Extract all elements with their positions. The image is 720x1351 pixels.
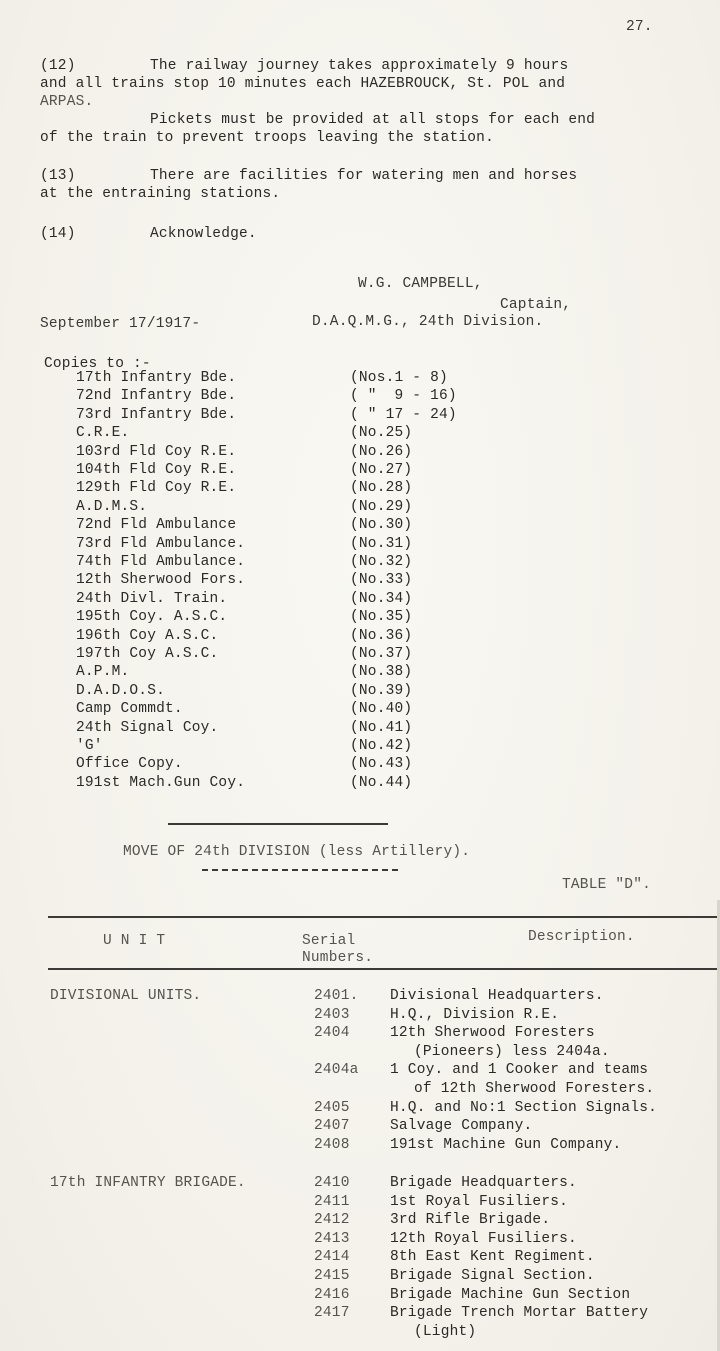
unit-description: 3rd Rifle Brigade.: [390, 1212, 551, 1228]
para-12-line-1: The railway journey takes approximately 9 hours: [150, 58, 569, 74]
separator-rule: [168, 823, 388, 825]
para-14-line-1: Acknowledge.: [150, 226, 257, 242]
copy-recipient: 12th Sherwood Fors.: [76, 572, 246, 588]
unit-description: 12th Sherwood Foresters: [390, 1025, 595, 1041]
copy-number: (No.42): [350, 738, 413, 754]
copy-number: (No.36): [350, 628, 413, 644]
header-serial-2: Numbers.: [302, 950, 374, 966]
serial-number: 2404: [314, 1025, 350, 1041]
serial-number: 2410: [314, 1175, 350, 1191]
serial-number: 2416: [314, 1287, 350, 1303]
para-13-line-2: at the entraining stations.: [40, 186, 281, 202]
serial-number: 2413: [314, 1231, 350, 1247]
copy-recipient: 191st Mach.Gun Coy.: [76, 775, 246, 791]
serial-number: 2405: [314, 1100, 350, 1116]
copy-recipient: Camp Commdt.: [76, 701, 183, 717]
copy-number: ( " 17 - 24): [350, 407, 457, 423]
copy-recipient: 103rd Fld Coy R.E.: [76, 444, 237, 460]
unit-description: 8th East Kent Regiment.: [390, 1249, 595, 1265]
unit-description: 191st Machine Gun Company.: [390, 1137, 622, 1153]
unit-description: 1 Coy. and 1 Cooker and teams: [390, 1062, 649, 1078]
copy-number: (No.40): [350, 701, 413, 717]
copy-number: (No.39): [350, 683, 413, 699]
copy-recipient: 195th Coy. A.S.C.: [76, 609, 228, 625]
serial-number: 2411: [314, 1194, 350, 1210]
para-13-number: (13): [40, 168, 76, 184]
copy-number: (Nos.1 - 8): [350, 370, 448, 386]
copy-number: (No.28): [350, 480, 413, 496]
page-number: 27.: [626, 19, 653, 35]
copy-recipient: 129th Fld Coy R.E.: [76, 480, 237, 496]
table-label: TABLE "D".: [562, 877, 652, 893]
copy-recipient: 73rd Fld Ambulance.: [76, 536, 246, 552]
para-14-number: (14): [40, 226, 76, 242]
signature-name: W.G. CAMPBELL,: [358, 276, 483, 292]
copy-number: (No.37): [350, 646, 413, 662]
serial-number: 2404a: [314, 1062, 359, 1078]
copy-recipient: 24th Divl. Train.: [76, 591, 228, 607]
serial-number: 2415: [314, 1268, 350, 1284]
copy-number: (No.34): [350, 591, 413, 607]
copy-number: (No.30): [350, 517, 413, 533]
serial-number: 2412: [314, 1212, 350, 1228]
para-12-number: (12): [40, 58, 76, 74]
unit-description: Brigade Signal Section.: [390, 1268, 595, 1284]
copy-recipient: 'G': [76, 738, 103, 754]
serial-number: 2403: [314, 1007, 350, 1023]
copy-recipient: 72nd Infantry Bde.: [76, 388, 237, 404]
serial-number: 2407: [314, 1118, 350, 1134]
copy-number: (No.26): [350, 444, 413, 460]
unit-description: H.Q. and No:1 Section Signals.: [390, 1100, 658, 1116]
pickets-line-2: of the train to prevent troops leaving the station.: [40, 130, 494, 146]
copy-number: (No.32): [350, 554, 413, 570]
group-unit-label: DIVISIONAL UNITS.: [50, 988, 202, 1004]
para-12-line-3: ARPAS.: [40, 94, 94, 110]
header-description: Description.: [528, 929, 635, 945]
copy-number: (No.33): [350, 572, 413, 588]
copy-recipient: 24th Signal Coy.: [76, 720, 219, 736]
copy-recipient: A.D.M.S.: [76, 499, 148, 515]
copy-number: (No.25): [350, 425, 413, 441]
unit-description: Brigade Trench Mortar Battery: [390, 1305, 649, 1321]
copy-number: (No.44): [350, 775, 413, 791]
unit-description-continued: of 12th Sherwood Foresters.: [414, 1081, 655, 1097]
copies-heading: Copies to :-: [44, 356, 151, 372]
copy-recipient: 104th Fld Coy R.E.: [76, 462, 237, 478]
copy-recipient: 196th Coy A.S.C.: [76, 628, 219, 644]
copy-number: (No.38): [350, 664, 413, 680]
table-title: MOVE OF 24th DIVISION (less Artillery).: [123, 844, 471, 860]
copy-number: (No.27): [350, 462, 413, 478]
unit-description: 12th Royal Fusiliers.: [390, 1231, 577, 1247]
signature-rank: Captain,: [500, 297, 572, 313]
serial-number: 2417: [314, 1305, 350, 1321]
unit-description: Brigade Machine Gun Section: [390, 1287, 631, 1303]
copy-recipient: 72nd Fld Ambulance: [76, 517, 237, 533]
title-underline: [202, 869, 398, 871]
para-12-line-2: and all trains stop 10 minutes each HAZEBROUCK, St. POL and: [40, 76, 566, 92]
signature-date: September 17/1917-: [40, 316, 201, 332]
header-unit: U N I T: [103, 933, 166, 949]
copy-recipient: 74th Fld Ambulance.: [76, 554, 246, 570]
serial-number: 2401.: [314, 988, 359, 1004]
copy-number: (No.43): [350, 756, 413, 772]
copy-number: (No.35): [350, 609, 413, 625]
table-top-rule: [48, 916, 720, 918]
table-header-rule: [48, 968, 720, 970]
pickets-line-1: Pickets must be provided at all stops for each end: [150, 112, 596, 128]
copy-number: (No.29): [350, 499, 413, 515]
copy-number: ( " 9 - 16): [350, 388, 457, 404]
header-serial: Serial: [302, 933, 356, 949]
copy-recipient: C.R.E.: [76, 425, 130, 441]
copy-recipient: D.A.D.O.S.: [76, 683, 166, 699]
copy-recipient: 17th Infantry Bde.: [76, 370, 237, 386]
signature-title: D.A.Q.M.G., 24th Division.: [312, 314, 544, 330]
unit-description: Divisional Headquarters.: [390, 988, 604, 1004]
serial-number: 2414: [314, 1249, 350, 1265]
unit-description: Salvage Company.: [390, 1118, 533, 1134]
copy-recipient: 197th Coy A.S.C.: [76, 646, 219, 662]
copy-recipient: A.P.M.: [76, 664, 130, 680]
serial-number: 2408: [314, 1137, 350, 1153]
unit-description-continued: (Pioneers) less 2404a.: [414, 1044, 610, 1060]
unit-description: 1st Royal Fusiliers.: [390, 1194, 569, 1210]
copy-recipient: Office Copy.: [76, 756, 183, 772]
copy-number: (No.31): [350, 536, 413, 552]
unit-description: H.Q., Division R.E.: [390, 1007, 560, 1023]
copy-recipient: 73rd Infantry Bde.: [76, 407, 237, 423]
unit-description: Brigade Headquarters.: [390, 1175, 577, 1191]
group-unit-label: 17th INFANTRY BRIGADE.: [50, 1175, 246, 1191]
unit-description-continued: (Light): [414, 1324, 477, 1340]
para-13-line-1: There are facilities for watering men and horses: [150, 168, 578, 184]
copy-number: (No.41): [350, 720, 413, 736]
